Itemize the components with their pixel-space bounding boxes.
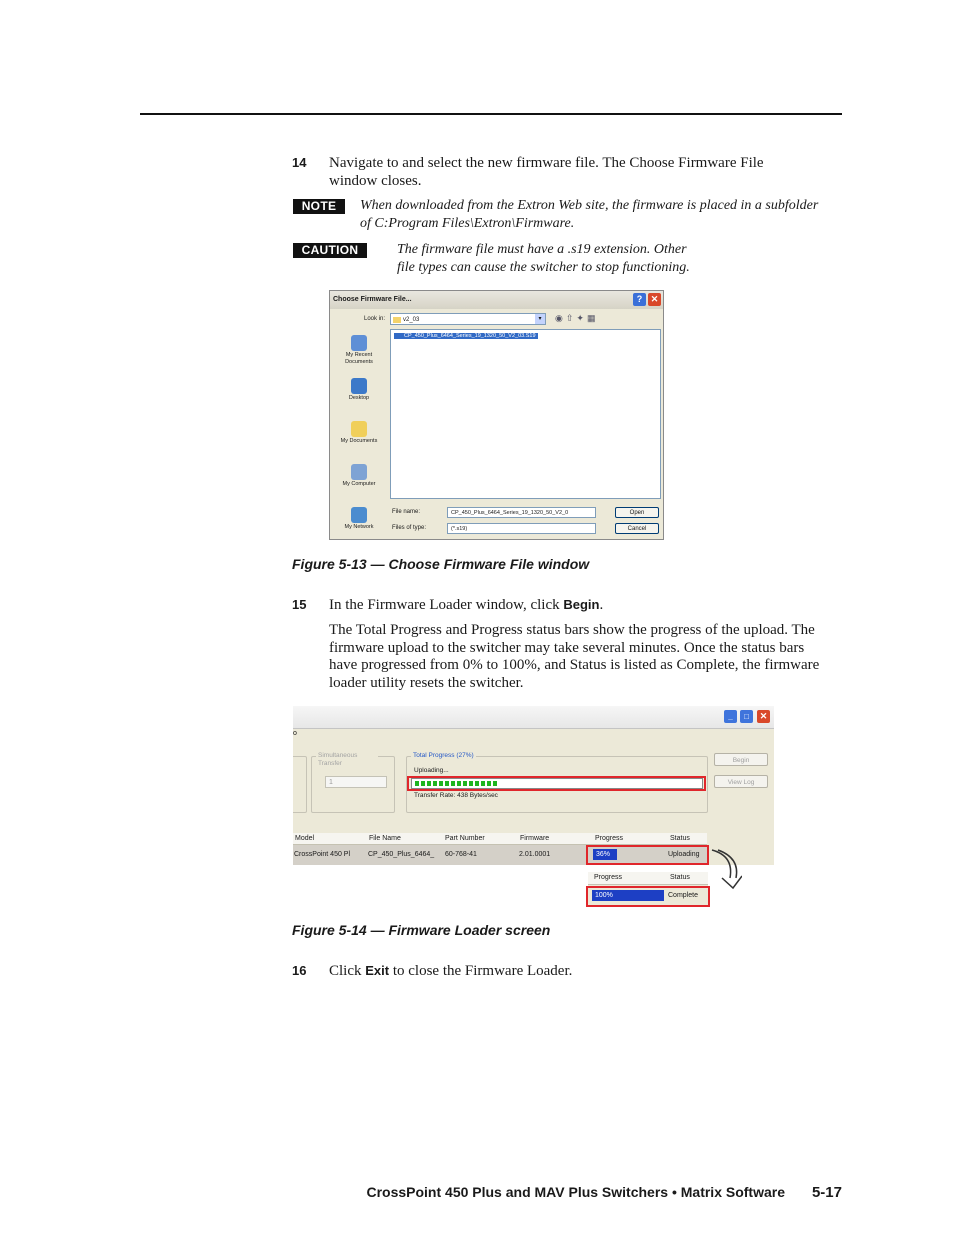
- table-header: [293, 833, 707, 845]
- figure-13-caption: Figure 5-13 — Choose Firmware File window: [292, 556, 590, 572]
- place-my-computer[interactable]: [333, 464, 385, 488]
- step-number: 16: [292, 963, 307, 978]
- cell-status: Uploading: [668, 851, 700, 858]
- note-text: [360, 197, 850, 233]
- back-icon[interactable]: ◉: [555, 313, 566, 323]
- my-network-icon: [351, 507, 367, 523]
- column-firmware[interactable]: Firmware: [520, 835, 550, 842]
- column-status[interactable]: Status: [670, 835, 690, 842]
- place-label: My Documents: [340, 438, 378, 444]
- places-bar: [333, 327, 385, 537]
- total-progress-label: Total Progress (27%): [413, 752, 474, 759]
- column-part-number[interactable]: Part Number: [445, 835, 485, 842]
- place-my-network[interactable]: [333, 507, 385, 531]
- dialog-title: Choose Firmware File...: [330, 291, 663, 309]
- cell-firmware: 2.01.0001: [519, 851, 551, 858]
- cancel-button[interactable]: Cancel: [615, 523, 659, 534]
- look-in-label: Look in:: [364, 316, 386, 322]
- help-button[interactable]: ?: [633, 293, 646, 306]
- caution-line-2: file types can cause the switcher to stop functioning.: [397, 260, 690, 275]
- simultaneous-transfer-stepper[interactable]: [325, 776, 387, 788]
- caution-text: [397, 241, 817, 277]
- recent-documents-icon: [351, 335, 367, 351]
- step-text: [329, 596, 829, 614]
- menu-fragment[interactable]: o: [293, 730, 297, 737]
- caution-tag: CAUTION: [293, 243, 367, 258]
- inset-column-status: Status: [670, 874, 690, 881]
- simultaneous-transfer-label: Simultaneous Transfer: [316, 752, 378, 768]
- choose-firmware-dialog: [329, 290, 664, 540]
- step-text: [329, 962, 829, 980]
- step-number: 14: [292, 155, 307, 170]
- look-in-select[interactable]: [390, 313, 546, 325]
- transfer-rate: Transfer Rate: 438 Bytes/sec: [414, 792, 498, 799]
- file-name-label: File name:: [392, 509, 421, 515]
- place-my-documents[interactable]: [333, 421, 385, 445]
- title-bar: [293, 706, 774, 729]
- place-desktop[interactable]: [333, 378, 385, 402]
- place-label: My Network: [344, 524, 374, 530]
- left-group-edge: [293, 756, 307, 813]
- step-text-post: .: [599, 597, 604, 613]
- minimize-button[interactable]: _: [724, 710, 737, 723]
- close-button[interactable]: ✕: [648, 293, 661, 306]
- views-icon[interactable]: ▦: [586, 313, 599, 323]
- look-in-value: v2_03: [403, 317, 420, 323]
- chevron-down-icon[interactable]: ▾: [535, 314, 545, 324]
- column-file-name[interactable]: File Name: [369, 835, 401, 842]
- maximize-button[interactable]: □: [740, 710, 753, 723]
- toolbar-icons[interactable]: [555, 313, 598, 324]
- my-computer-icon: [351, 464, 367, 480]
- figure-14-caption: Figure 5-14 — Firmware Loader screen: [292, 922, 551, 938]
- uploading-label: Uploading...: [414, 767, 449, 774]
- desktop-icon: [351, 378, 367, 394]
- place-label: My Computer: [342, 481, 376, 487]
- file-type-label: Files of type:: [392, 525, 427, 531]
- inset-header: [588, 872, 708, 885]
- caution-line-1: The firmware file must have a .s19 extension. Other: [397, 242, 687, 257]
- cell-progress: 36%: [596, 851, 611, 858]
- step-text-post: to close the Firmware Loader.: [389, 963, 573, 979]
- simultaneous-transfer-group: [311, 752, 395, 813]
- new-folder-icon[interactable]: ✦: [576, 313, 587, 323]
- place-label: My Recent Documents: [345, 352, 373, 365]
- note-tag: NOTE: [293, 199, 345, 214]
- place-recent[interactable]: [333, 335, 385, 366]
- step-text-pre: Click: [329, 963, 366, 979]
- exit-keyword: Exit: [365, 963, 390, 978]
- page-number: 5-17: [811, 1184, 842, 1201]
- file-list[interactable]: [390, 329, 661, 499]
- cell-model: CrossPoint 450 Pl: [294, 851, 351, 858]
- step-text-pre: In the Firmware Loader window, click: [329, 597, 564, 613]
- begin-button[interactable]: Begin: [714, 753, 768, 766]
- footer-title: CrossPoint 450 Plus and MAV Plus Switchers • Matrix Software: [366, 1184, 785, 1200]
- inset-status: Complete: [668, 892, 698, 899]
- cell-part-number: 60-768-41: [445, 851, 477, 858]
- note-line-2: of C:Program Files\Extron\Firmware.: [360, 216, 575, 231]
- step-text: Navigate to and select the new firmware file. The Choose Firmware File window closes.: [329, 155, 764, 189]
- step-number: 15: [292, 597, 307, 612]
- inset-progress: 100%: [595, 892, 613, 899]
- arrow-icon: [708, 848, 742, 892]
- header-rule: [140, 113, 842, 115]
- column-model[interactable]: Model: [295, 835, 315, 842]
- folder-icon: [393, 317, 401, 323]
- begin-keyword: Begin: [563, 597, 600, 612]
- place-label: Desktop: [348, 395, 370, 401]
- highlight-total-progress: [407, 776, 706, 791]
- file-type-select[interactable]: (*.s19): [447, 523, 596, 534]
- inset-column-progress: Progress: [594, 874, 623, 881]
- close-button[interactable]: ✕: [757, 710, 770, 723]
- view-log-button[interactable]: View Log: [714, 775, 768, 788]
- column-progress[interactable]: Progress: [595, 835, 624, 842]
- highlight-row-progress: [586, 845, 709, 865]
- stepper-value: 1: [329, 779, 333, 786]
- file-name-input[interactable]: CP_450_Plus_6464_Series_19_1320_50_V2_0: [447, 507, 596, 518]
- my-documents-icon: [351, 421, 367, 437]
- up-folder-icon[interactable]: ⇧: [565, 313, 577, 323]
- file-item[interactable]: CP_450_Plus_6464_Series_19_1320_50_V2_03.S19: [394, 333, 538, 339]
- note-line-1: When downloaded from the Extron Web site, the firmware is placed in a subfolder: [360, 198, 819, 213]
- highlight-complete: [586, 886, 710, 907]
- open-button[interactable]: Open: [615, 507, 659, 518]
- step-15-paragraph: The Total Progress and Progress status bars show the progress of the upload. The firmware upload to the switcher may take several minutes. Once the status bars have progressed from 0% to 100%, and Status is listed as Complete, the firmware loader utility resets the switcher.: [329, 622, 820, 692]
- cell-file-name: CP_450_Plus_6464_: [368, 851, 435, 858]
